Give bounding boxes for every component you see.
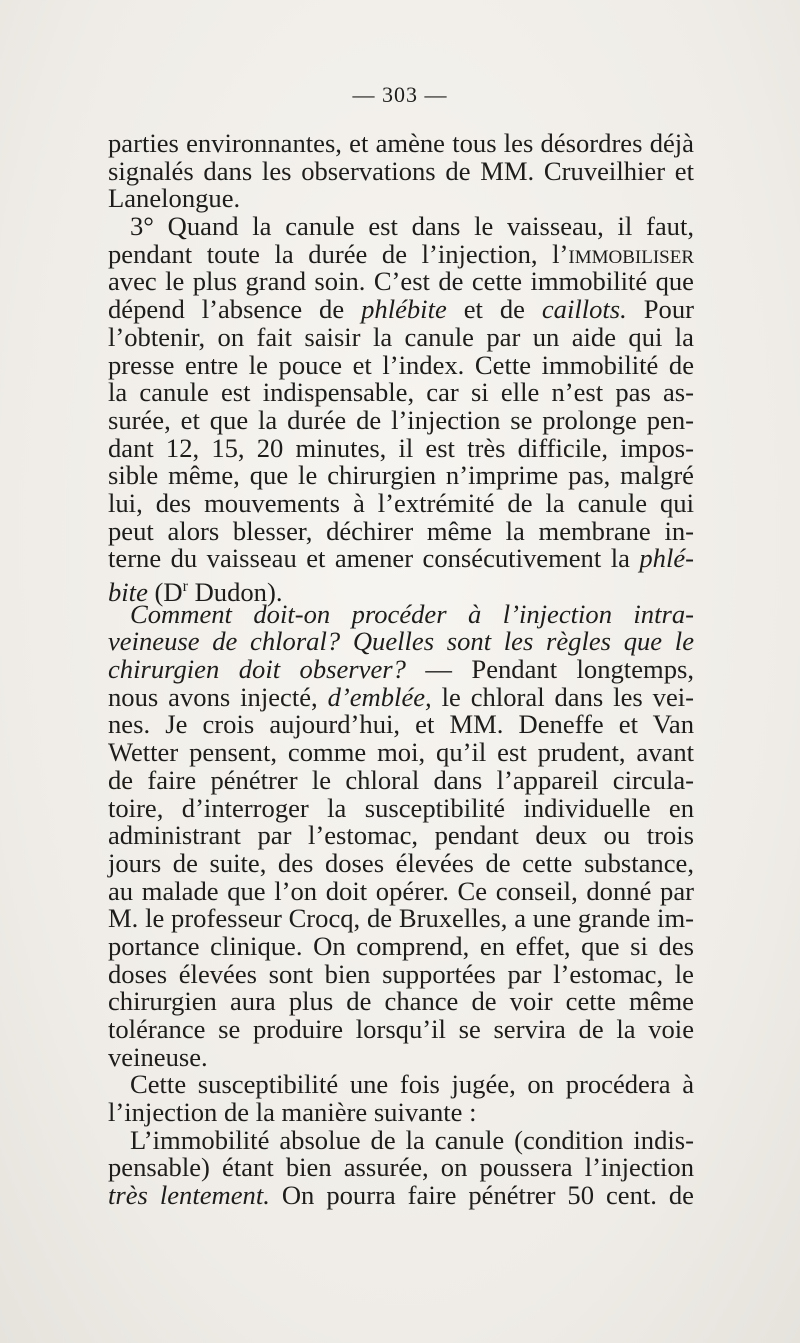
body-text (108, 130, 694, 1210)
text-run: 3° Quand la canule est dans le vaisseau, il faut, (130, 211, 694, 242)
text-run: lui, des mouvements à l’extrémité de la canule qui (108, 487, 694, 518)
text-run: Wetter pensent, comme moi, qu’il est prudent, avant (108, 737, 694, 768)
text-run: dépend l’absence de (108, 294, 362, 325)
text-run: chirurgien aura plus de chance de voir cette même (108, 986, 694, 1017)
text-line (108, 988, 694, 1016)
text-run: Pour (626, 294, 694, 325)
text-line (108, 1016, 694, 1044)
text-run: la canule est indispensable, car si elle n’est pas as- (108, 377, 694, 408)
text-run: pendant toute la durée de l’injection, l’ (108, 238, 569, 269)
text-line (108, 404, 694, 435)
text-line (108, 905, 694, 933)
text-line (108, 268, 694, 296)
text-line (108, 764, 694, 795)
text-line (108, 958, 694, 989)
text-run: (D (147, 576, 183, 607)
text-run: portance clinique. On comprend, en effet, que si des (108, 930, 694, 961)
text-line (108, 379, 694, 407)
text-run: signalés dans les observations de MM. Cruveilhier et (108, 155, 694, 186)
text-run: presse entre le pouce et l’index. Cette immobilité de (108, 349, 694, 380)
text-run: Cette susceptibilité une fois jugée, on procédera à (130, 1069, 694, 1100)
text-run: l’injection de la manière suivante : (108, 1097, 477, 1128)
text-line (108, 296, 694, 324)
text-line (108, 681, 694, 712)
text-line (108, 545, 694, 573)
text-line (108, 875, 694, 906)
text-line (108, 1182, 694, 1210)
italic-run: phlé- (639, 543, 694, 574)
text-line (108, 1124, 694, 1155)
text-run: surée, et que la durée de l’injection se prolonge pen- (108, 404, 694, 435)
italic-run: bite (108, 576, 148, 607)
text-run: toire, d’interroger la susceptibilité individuelle en (108, 792, 694, 823)
text-run: dant 12, 15, 20 minutes, il est très difficile, impos- (108, 432, 694, 463)
text-line (108, 462, 694, 490)
text-line (108, 155, 694, 186)
text-line (108, 130, 694, 158)
text-run: avec le plus grand soin. C’est de cette immobilité que (108, 266, 694, 297)
text-line (108, 598, 694, 629)
text-line (108, 822, 694, 850)
text-line (108, 628, 694, 656)
italic-run: d’emblée, (327, 681, 432, 712)
text-run: le chloral dans les vei- (431, 681, 694, 712)
text-run: jours de suite, des doses élevées de cette substance, (108, 847, 694, 878)
italic-run: veineuse de chloral? Quelles sont les règles que le (108, 626, 694, 657)
text-run: On pourra faire pénétrer 50 cent. de (269, 1180, 694, 1211)
superscript-run: r (182, 578, 188, 595)
text-run: veineuse. (108, 1041, 208, 1072)
page-number: — 303 — (352, 82, 448, 107)
text-line (108, 213, 694, 241)
text-run: pensable) étant bien assurée, on poussera l’injection (108, 1152, 694, 1183)
text-run: Dudon). (187, 576, 283, 607)
text-run: l’obtenir, on fait saisir la canule par un aide qui la (108, 321, 694, 352)
text-line (108, 238, 694, 269)
text-line (108, 349, 694, 380)
text-line (108, 515, 694, 546)
italic-run: chirurgien doit observer? (108, 654, 406, 685)
text-run: nes. Je crois aujourd’hui, et MM. Deneffe et Van (108, 709, 694, 740)
text-line (108, 185, 694, 213)
text-run: — Pendant longtemps, (405, 654, 694, 685)
text-line (108, 487, 694, 518)
text-line (108, 656, 694, 684)
text-line (108, 432, 694, 463)
text-line (108, 1099, 694, 1127)
text-run: nous avons injecté, (108, 681, 328, 712)
small-caps-run: immobiliser (568, 238, 694, 269)
italic-run: Comment doit-on procéder à l’injection intra- (130, 598, 694, 629)
text-line (108, 1071, 694, 1099)
text-line (108, 1154, 694, 1182)
italic-run: caillots. (541, 294, 627, 325)
text-run: sible même, que le chirurgien n’imprime pas, malgré (108, 460, 694, 491)
text-run: Lanelongue. (108, 183, 241, 214)
text-run: M. le professeur Crocq, de Bruxelles, a une grande im- (108, 903, 694, 934)
text-run: tolérance se produire lorsqu’il se servira de la voie (108, 1014, 694, 1044)
text-run: doses élevées sont bien supportées par l’estomac, le (108, 958, 694, 989)
text-line (108, 321, 694, 352)
text-run: au malade que l’on doit opérer. Ce conseil, donné par (108, 875, 694, 906)
text-line (108, 739, 694, 767)
text-run: L’immobilité absolue de la canule (condition indis- (130, 1124, 694, 1155)
text-line (108, 792, 694, 823)
text-line (108, 847, 694, 878)
text-run: administrant par l’estomac, pendant deux ou trois (108, 820, 694, 851)
italic-run: phlébite (361, 294, 447, 325)
text-run: parties environnantes, et amène tous les désordres déjà (108, 128, 694, 158)
italic-run: très lentement. (108, 1180, 270, 1211)
text-run: peut alors blesser, déchirer même la membrane in- (108, 515, 694, 546)
text-run: et de (446, 294, 542, 325)
text-line (108, 573, 694, 607)
text-line (108, 930, 694, 961)
text-run: de faire pénétrer le chloral dans l’appareil circula- (108, 764, 694, 795)
text-line (108, 711, 694, 739)
text-line (108, 1041, 694, 1072)
text-run: terne du vaisseau et amener consécutivement la (108, 543, 640, 574)
